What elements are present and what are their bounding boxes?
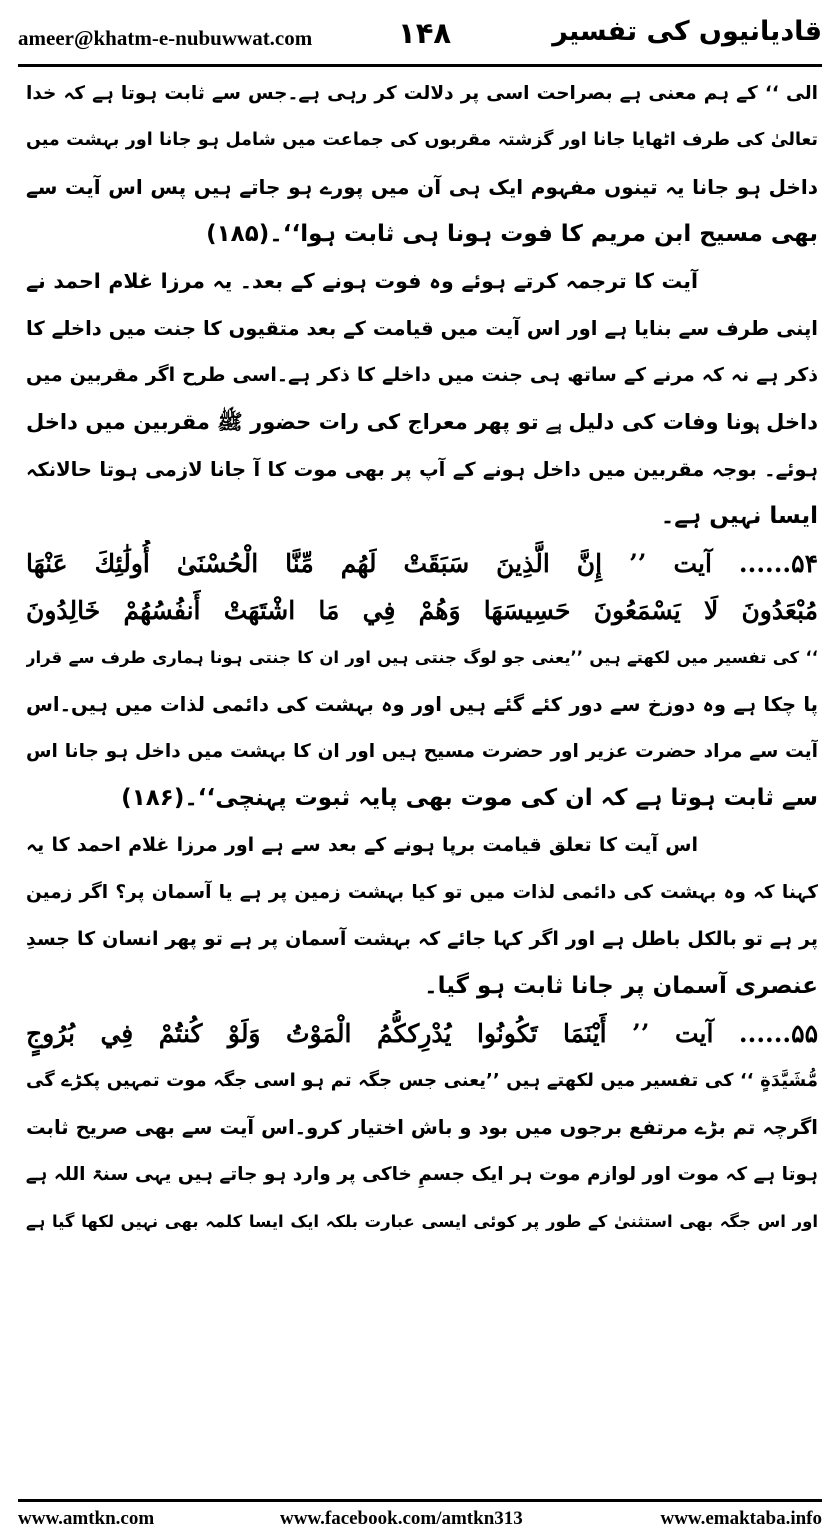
book-title: قادیانیوں کی تفسیر xyxy=(552,16,822,47)
text-line: کہنا کہ وہ بہشت کی دائمی لذات میں تو کیا بہشت زمین پر ہے یا آسمان پر؟ اگر زمین xyxy=(26,882,818,903)
quran-verse-line: مُبْعَدُونَ لَا يَسْمَعُونَ حَسِيسَهَا وَهُمْ فِي مَا اشْتَهَتْ أَنفُسُهُمْ خَالِدُونَ xyxy=(26,596,818,625)
footer-link-emaktaba[interactable]: www.emaktaba.info xyxy=(660,1508,822,1529)
footer-link-facebook[interactable]: www.facebook.com/amtkn313 xyxy=(280,1508,523,1529)
footer-rule xyxy=(18,1499,822,1502)
quran-verse-line: ۵۴...... آیت ’’ إِنَّ الَّذِينَ سَبَقَتْ لَهُم مِّنَّا الْحُسْنَىٰ أُولَٰئِكَ عَنْهَا xyxy=(26,549,818,578)
text-line: الی ‘‘ کے ہم معنی ہے بصراحت اسی پر دلالت کر رہی ہے۔جس سے ثابت ہوتا ہے کہ خدا xyxy=(26,83,818,104)
text-line: داخل ہونا وفات کی دلیل ہے تو پھر معراج کی رات حضور ﷺ مقربین میں داخل xyxy=(26,410,818,434)
text-line: سے ثابت ہوتا ہے کہ ان کی موت بھی پایہ ثبوت پہنچی‘‘۔(۱۸۶) xyxy=(121,785,818,811)
page-header xyxy=(18,12,822,62)
text-line: آیت سے مراد حضرت عزیر اور حضرت مسیح ہیں اور ان کا بہشت میں داخل ہو جانا اس xyxy=(26,741,818,762)
header-rule xyxy=(18,64,822,67)
text-line: ذکر ہے نہ کہ مرنے کے ساتھ ہی جنت میں داخلے کا ذکر ہے۔اسی طرح اگر مقربین میں xyxy=(26,364,818,386)
footer-link-amtkn[interactable]: www.amtkn.com xyxy=(18,1508,155,1529)
text-line: اگرچہ تم بڑے مرتفع برجوں میں بود و باش اختیار کرو۔اس آیت سے بھی صریح ثابت xyxy=(26,1116,818,1139)
text-line: تعالیٰ کی طرف اٹھایا جانا اور گزشتہ مقربوں کی جماعت میں شامل ہو جانا اور بہشت میں xyxy=(26,130,818,150)
text-line: آیت کا ترجمہ کرتے ہوئے وہ فوت ہونے کے بعد۔ یہ مرزا غلام احمد نے xyxy=(26,269,698,293)
text-line: ایسا نہیں ہے۔ xyxy=(660,503,818,529)
text-line: مُّشَيَّدَةٍ ‘‘ کی تفسیر میں لکھتے ہیں ’’یعنی جس جگہ تم ہو اسی جگہ موت تمہیں پکڑے گی xyxy=(26,1070,818,1091)
text-line: پر ہے تو بالکل باطل ہے اور اگر کہا جائے کہ بہشت آسمان پر ہے تو پھر انسان کا جسدِ xyxy=(26,928,818,950)
text-line: داخل ہو جانا یہ تینوں مفہوم ایک ہی آن میں پورے ہو جاتے ہیں پس اس آیت سے xyxy=(26,175,818,199)
text-line: اپنی طرف سے بنایا ہے اور اس آیت میں قیامت کے بعد متقیوں کا جنت میں داخلے کا xyxy=(26,317,818,340)
text-line: پا چکا ہے وہ دوزخ سے دور کئے گئے ہیں اور وہ بہشت کی دائمی لذات میں ہیں۔اس xyxy=(26,693,818,716)
text-line: بھی مسیح ابن مریم کا فوت ہونا ہی ثابت ہوا‘‘۔(۱۸۵) xyxy=(206,221,818,247)
text-line: اور اس جگہ بھی استثنیٰ کے طور پر کوئی ایسی عبارت بلکہ ایک ایسا کلمہ بھی نہیں لکھا گیا ہے xyxy=(26,1212,818,1231)
text-line: ہوئے۔ بوجہ مقربین میں داخل ہونے کے آپ پر بھی موت کا آ جانا لازمی ہوتا حالانکہ xyxy=(26,458,818,481)
header-email: ameer@khatm-e-nubuwwat.com xyxy=(18,26,313,50)
page-number: ۱۴۸ xyxy=(398,16,452,50)
text-line: اس آیت کا تعلق قیامت برپا ہونے کے بعد سے ہے اور مرزا غلام احمد کا یہ xyxy=(26,834,698,856)
page-body-text xyxy=(26,70,818,1245)
text-line: عنصری آسمان پر جانا ثابت ہو گیا۔ xyxy=(424,973,818,999)
page-footer xyxy=(18,1508,822,1534)
text-line: ‘‘ کی تفسیر میں لکھتے ہیں ’’یعنی جو لوگ جنتی ہیں اور ان کا جنتی ہونا ہماری طرف سے قرار xyxy=(26,648,818,667)
text-line: ہوتا ہے کہ موت اور لوازم موت ہر ایک جسمِ خاکی پر وارد ہو جاتے ہیں یہی سنۃ اللہ ہے xyxy=(26,1164,818,1185)
quran-verse-line: ۵۵...... آیت ’’ أَيْنَمَا تَكُونُوا يُدْرِككُّمُ الْمَوْتُ وَلَوْ كُنتُمْ فِي بُرُوجٍ xyxy=(26,1019,818,1048)
